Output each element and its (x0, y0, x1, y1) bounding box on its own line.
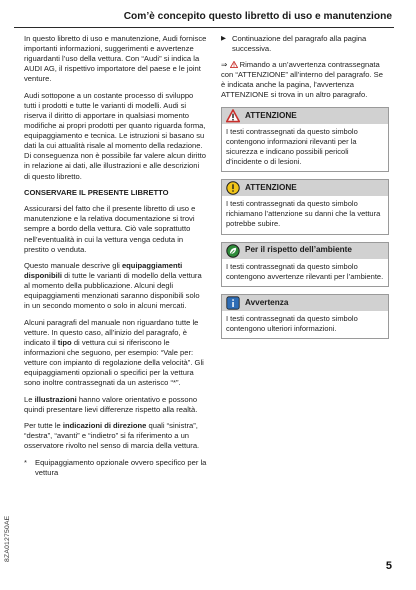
continuation-note (221, 34, 389, 54)
illustrations-paragraph (24, 395, 207, 415)
optional-equipment-bullet (24, 458, 207, 478)
box-body: I testi contrassegnati da questo simbolo contengono informazioni rilevanti per la sicurezza e indicano possibili pericoli d’incidente o di lesioni. (226, 126, 358, 167)
conserve-paragraph: Assicurarsi del fatto che il presente libretto di uso e manutenzione e la relativa documentazione si trovi sempre a bordo della vettura. Ciò vale soprattutto nell’eventualità in cui la vettura venga ceduta in prestito o venduta. (24, 204, 196, 254)
type-text-bold: tipo (57, 338, 72, 348)
warning-box-damage (221, 179, 389, 234)
page-number: 5 (385, 560, 392, 572)
dir-text-post: quali “sinistra”, “destra”, “avanti” e “indietro” si fa riferimento a un osservatore rivolto nel senso di marcia della vettura. (24, 421, 200, 451)
equipment-text-bold: equipaggiamenti disponibili (24, 261, 183, 281)
box-title: Per il rispetto dell’ambiente (245, 245, 352, 255)
box-header (222, 243, 388, 259)
equipment-text-post: di tutte le varianti di modello della vettura al momento della pubblicazione. Alcuni degli equipaggiamenti menzionati saranno disponibili solo in un secondo momento o solo in alcuni mercati. (24, 271, 202, 311)
dir-text-pre: Per tutte le (24, 421, 63, 431)
continuation-arrow-icon: ▶ (221, 35, 226, 42)
type-text-pre: Alcuni paragrafi del manuale non riguardano tutte le vetture. In questo caso, all’inizio del paragrafo, è indicato il (24, 317, 199, 348)
box-body: I testi contrassegnati da questo simbolo contengono avvertenze rilevanti per l’ambiente. (226, 261, 384, 281)
box-title: ATTENZIONE (245, 110, 297, 120)
environment-box (221, 242, 389, 287)
illus-text-post: hanno valore orientativo e possono quindi presentare lievi differenze rispetto alla realtà. (24, 394, 198, 414)
illus-text-bold: illustrazioni (34, 394, 77, 404)
warning-box-safety (221, 107, 389, 172)
directions-paragraph (24, 421, 207, 451)
page-header-title: Com’è concepito questo libretto di uso e manutenzione (123, 11, 392, 22)
note-box (221, 294, 389, 339)
exclamation-circle-icon (226, 181, 240, 195)
header-rule (14, 27, 394, 28)
section-heading: CONSERVARE IL PRESENTE LIBRETTO (24, 187, 169, 197)
type-text-post: di vettura cui si riferiscono le informazioni che seguono, per esempio: “Vale per: vetture con impianto di regolazione della velocità”. Gli equipaggiamenti opzionali o specifici per la vettura sono inoltre contrassegnati da un asterisco “*”. (24, 338, 204, 388)
reference-text: Rimando a un’avvertenza contrassegnata con “ATTENZIONE” all’interno del paragrafo. Se è indicata anche la pagina, l’avvertenza ATTENZIONE si trova in un altro paragrafo. (221, 60, 383, 100)
right-column (221, 34, 389, 346)
box-title: ATTENZIONE (245, 183, 297, 193)
equipment-text-pre: Questo manuale descrive gli (24, 261, 122, 271)
box-header (222, 295, 388, 311)
environment-leaf-icon (226, 244, 240, 258)
illus-text-pre: Le (24, 394, 35, 404)
box-header (222, 180, 388, 196)
dir-text-bold: indicazioni di direzione (62, 421, 147, 431)
box-body: I testi contrassegnati da questo simbolo richiamano l’attenzione su danni che la vettura potrebbe subire. (226, 199, 381, 229)
warning-reference-paragraph (221, 60, 389, 100)
reference-arrow-icon: ⇒ (221, 60, 228, 70)
box-header (222, 108, 388, 124)
left-column (24, 34, 207, 484)
continuation-text: Continuazione del paragrafo alla pagina successiva. (232, 34, 367, 54)
document-code: 8ZA012750AE (4, 515, 11, 562)
box-title: Avvertenza (245, 297, 289, 307)
equipment-paragraph (24, 261, 207, 311)
bullet-text: Equipaggiamento opzionale ovvero specifico per la vettura (35, 457, 207, 477)
box-body: I testi contrassegnati da questo simbolo contengono ulteriori informazioni. (226, 313, 358, 333)
warning-triangle-inline-icon (230, 61, 238, 68)
warning-triangle-icon (226, 109, 240, 123)
vehicle-type-paragraph (24, 318, 207, 389)
info-icon (226, 296, 240, 310)
audi-development-paragraph: Audi sottopone a un costante processo di sviluppo tutti i prodotti e tutte le varianti di modelli. Audi si riserva il diritto di apportare in qualsiasi momento modifiche ai propri prodotti per quanto riguarda forma, equipaggiamento e tecnica. Le istruzioni si basano su dati la cui attualità risale al momento della redazione. Di conseguenza non è possibile far valere alcun diritto in relazione ai dati, alle illustrazioni e alle descrizioni di questo libretto. (24, 90, 206, 181)
asterisk-mark: * (24, 457, 27, 467)
intro-paragraph: In questo libretto di uso e manutenzione, Audi fornisce importanti informazioni, suggerimenti e avvertenze riguardanti l’uso della vettura. Con “Audi” si indica la AUDI AG, il rispettivo importatore del paese e le joint venture. (24, 34, 207, 84)
